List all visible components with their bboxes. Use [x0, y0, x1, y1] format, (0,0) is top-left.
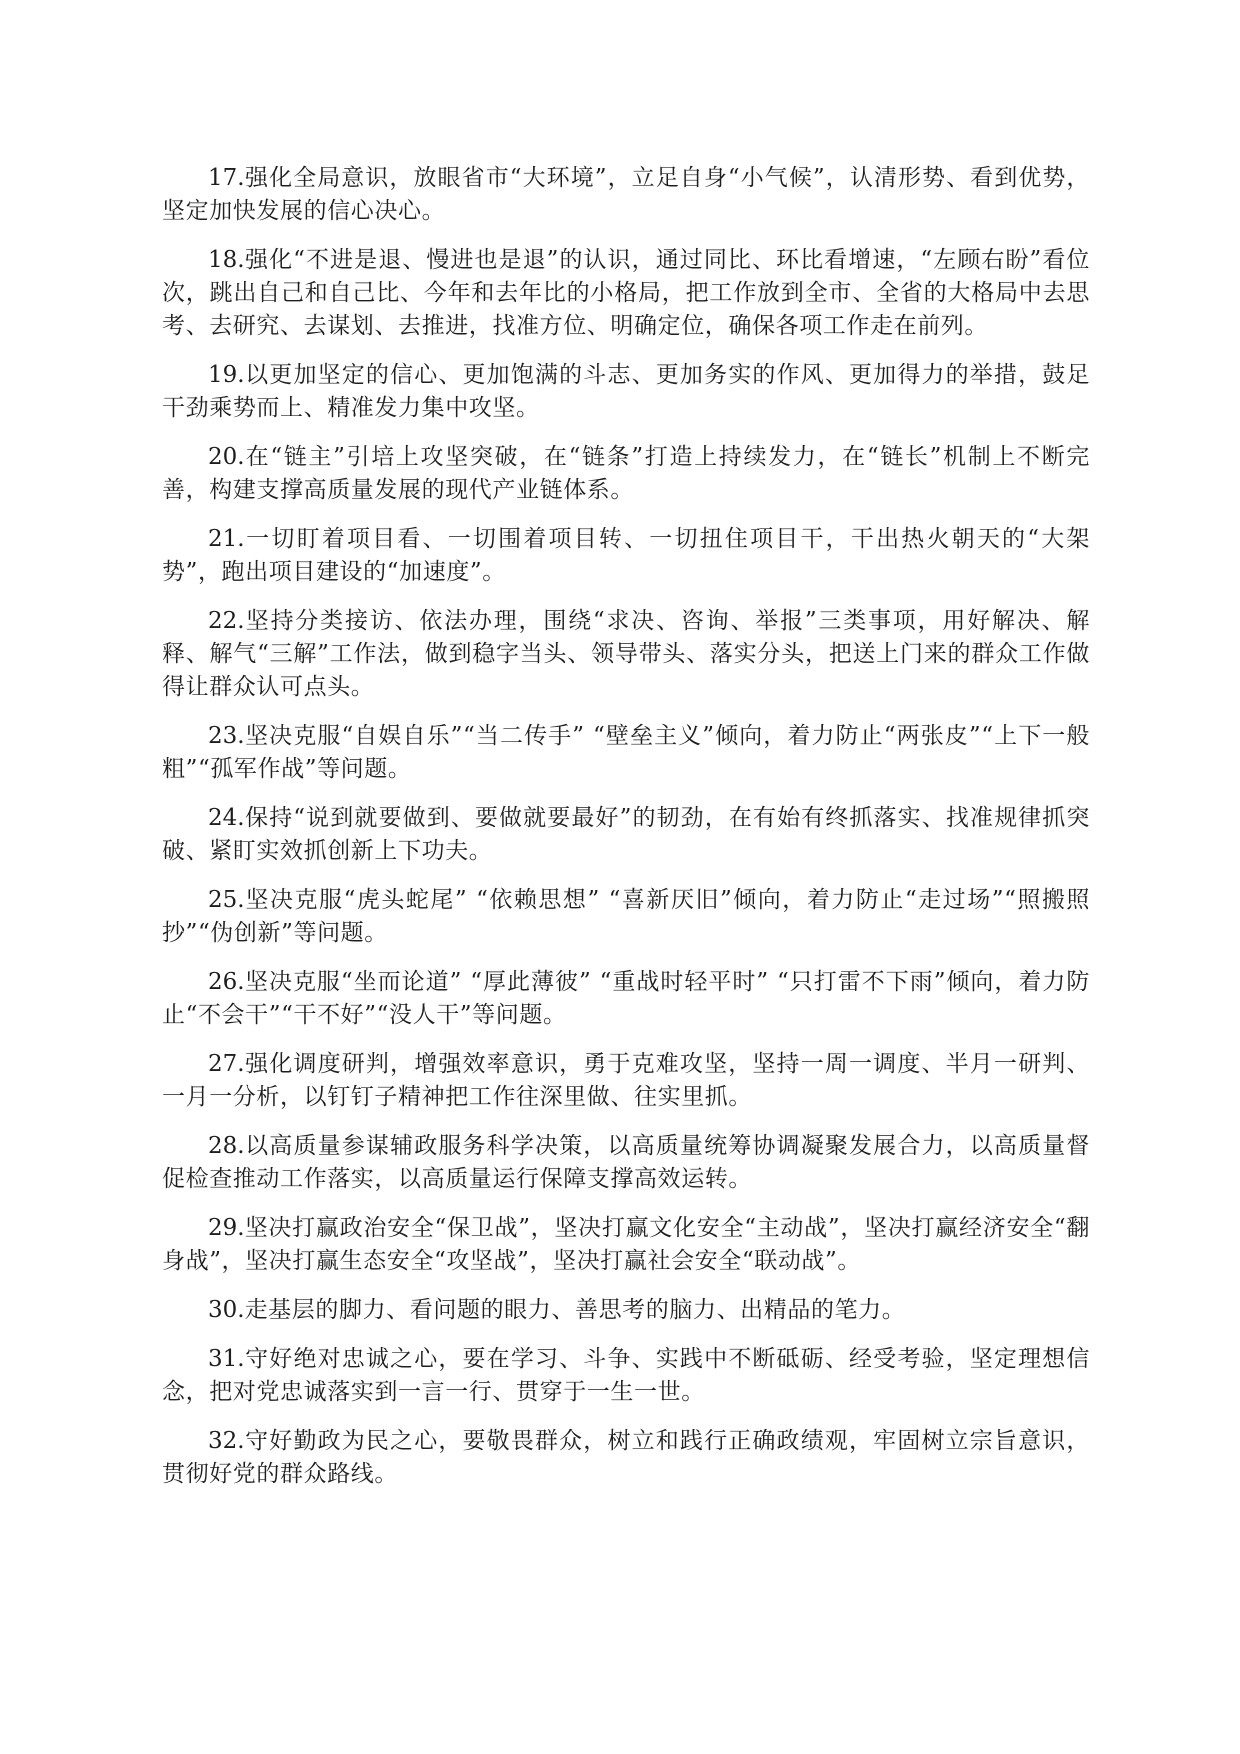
paragraph-30 [162, 1294, 1090, 1327]
paragraph-text: 在“链主”引培上攻坚突破，在“链条”打造上持续发力，在“链长”机制上不断完善，构建支撑高质量发展的现代产业链体系。 [162, 444, 1090, 503]
paragraph-number: 22. [208, 608, 245, 634]
paragraph-text: 强化调度研判，增强效率意识，勇于克难攻坚，坚持一周一调度、半月一研判、一月一分析，以钉钉子精神把工作往深里做、往实里抓。 [162, 1051, 1090, 1110]
paragraph-23 [162, 720, 1090, 786]
paragraph-27 [162, 1048, 1090, 1114]
paragraph-21 [162, 523, 1090, 589]
paragraph-31 [162, 1343, 1090, 1409]
paragraph-number: 28. [208, 1133, 245, 1159]
paragraph-text: 守好绝对忠诚之心，要在学习、斗争、实践中不断砥砺、经受考验，坚定理想信念，把对党忠诚落实到一言一行、贯穿于一生一世。 [162, 1346, 1090, 1405]
paragraph-29 [162, 1212, 1090, 1278]
paragraph-text: 坚决克服“虎头蛇尾” “依赖思想” “喜新厌旧”倾向，着力防止“走过场”“照搬照抄”“伪创新”等问题。 [162, 887, 1090, 946]
paragraph-number: 25. [208, 887, 245, 913]
paragraph-text: 坚持分类接访、依法办理，围绕“求决、咨询、举报”三类事项，用好解决、解释、解气“三解”工作法，做到稳字当头、领导带头、落实分头，把送上门来的群众工作做得让群众认可点头。 [162, 608, 1090, 700]
paragraph-32 [162, 1425, 1090, 1491]
paragraph-text: 一切盯着项目看、一切围着项目转、一切扭住项目干，干出热火朝天的“大架势”，跑出项目建设的“加速度”。 [162, 526, 1090, 585]
paragraph-text: 强化“不进是退、慢进也是退”的认识，通过同比、环比看增速，“左顾右盼”看位次，跳出自己和自己比、今年和去年比的小格局，把工作放到全市、全省的大格局中去思考、去研究、去谋划、去推进，找准方位、明确定位，确保各项工作走在前列。 [162, 247, 1090, 339]
paragraph-number: 24. [208, 805, 245, 831]
paragraph-number: 26. [208, 969, 245, 995]
paragraph-number: 31. [208, 1346, 245, 1372]
paragraph-28 [162, 1130, 1090, 1196]
paragraph-24 [162, 802, 1090, 868]
paragraph-18 [162, 244, 1090, 343]
paragraph-22 [162, 605, 1090, 704]
paragraph-number: 32. [208, 1428, 245, 1454]
paragraph-19 [162, 359, 1090, 425]
paragraph-number: 21. [208, 526, 245, 552]
paragraph-text: 以高质量参谋辅政服务科学决策，以高质量统筹协调凝聚发展合力，以高质量督促检查推动工作落实，以高质量运行保障支撑高效运转。 [162, 1133, 1090, 1192]
paragraph-number: 30. [208, 1297, 245, 1323]
paragraph-text: 保持“说到就要做到、要做就要最好”的韧劲，在有始有终抓落实、找准规律抓突破、紧盯实效抓创新上下功夫。 [162, 805, 1090, 864]
paragraph-text: 守好勤政为民之心，要敬畏群众，树立和践行正确政绩观，牢固树立宗旨意识，贯彻好党的群众路线。 [162, 1428, 1090, 1487]
paragraph-text: 坚决打赢政治安全“保卫战”，坚决打赢文化安全“主动战”，坚决打赢经济安全“翻身战”，坚决打赢生态安全“攻坚战”，坚决打赢社会安全“联动战”。 [162, 1215, 1090, 1274]
paragraph-number: 27. [208, 1051, 245, 1077]
paragraph-17 [162, 162, 1090, 228]
paragraph-text: 以更加坚定的信心、更加饱满的斗志、更加务实的作风、更加得力的举措，鼓足干劲乘势而上、精准发力集中攻坚。 [162, 362, 1090, 421]
paragraph-25 [162, 884, 1090, 950]
paragraph-number: 20. [208, 444, 245, 470]
paragraph-20 [162, 441, 1090, 507]
paragraph-26 [162, 966, 1090, 1032]
paragraph-number: 23. [208, 723, 245, 749]
document-body [162, 162, 1090, 1507]
paragraph-number: 17. [208, 165, 245, 191]
paragraph-number: 29. [208, 1215, 245, 1241]
paragraph-text: 走基层的脚力、看问题的眼力、善思考的脑力、出精品的笔力。 [244, 1297, 906, 1323]
paragraph-number: 19. [208, 362, 245, 388]
paragraph-text: 坚决克服“自娱自乐”“当二传手” “壁垒主义”倾向，着力防止“两张皮”“上下一般粗”“孤军作战”等问题。 [162, 723, 1090, 782]
paragraph-text: 强化全局意识，放眼省市“大环境”，立足自身“小气候”，认清形势、看到优势，坚定加快发展的信心决心。 [162, 165, 1090, 224]
paragraph-text: 坚决克服“坐而论道” “厚此薄彼” “重战时轻平时” “只打雷不下雨”倾向，着力防止“不会干”“干不好”“没人干”等问题。 [162, 969, 1090, 1028]
paragraph-number: 18. [208, 247, 245, 273]
